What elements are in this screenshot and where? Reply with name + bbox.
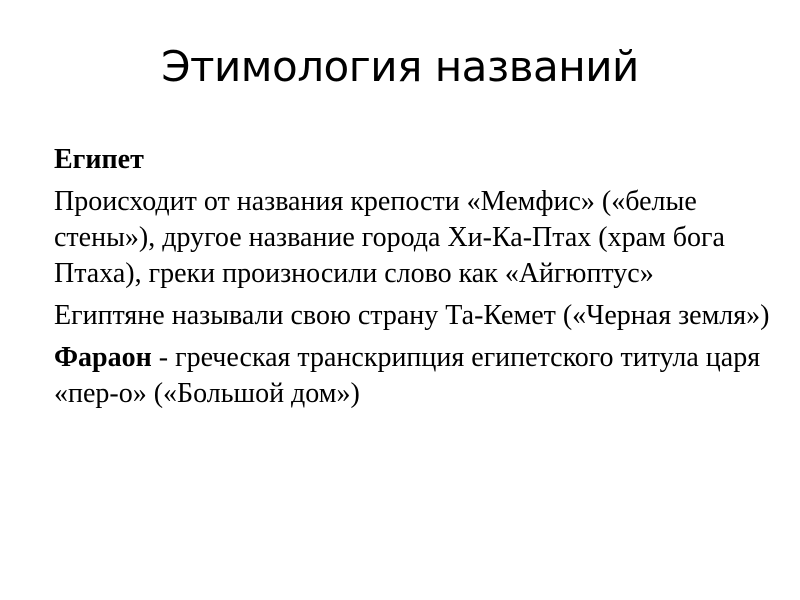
pharaoh-paragraph [54,340,774,412]
slide-body [54,142,774,418]
pharaoh-term: Фараон [54,342,152,373]
egypt-etymology-paragraph: Происходит от названия крепости «Мемфис» («белые стены»), другое название города Хи-Ка-Птах (храм бога Птаха), греки произносили слово как «Айгюптус» [54,186,725,289]
egypt-heading: Египет [54,144,144,175]
slide-title: Этимология названий [161,42,639,91]
ta-kemet-paragraph: Египтяне называли свою страну Та-Кемет («Черная земля») [54,300,770,331]
pharaoh-definition: - греческая транскрипция египетского титула царя «пер-о» («Большой дом») [54,342,761,409]
